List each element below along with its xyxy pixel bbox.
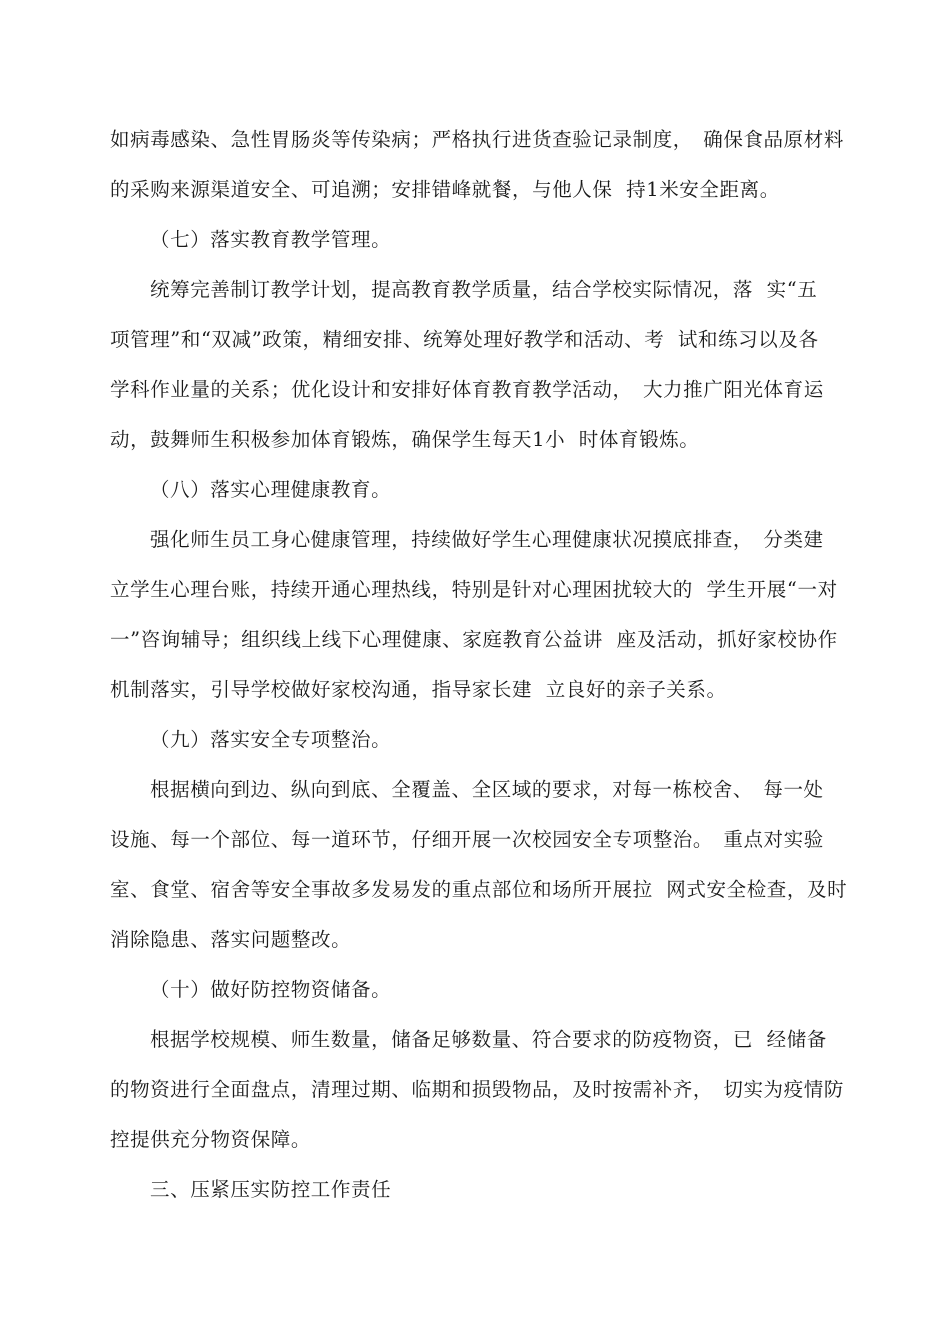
- text-line: 室、食堂、宿舍等安全事故多发易发的重点部位和场所开展拉 网式安全检查，及时: [110, 878, 848, 901]
- paragraph-first-line: 统筹完善制订教学计划，提高教育教学质量，结合学校实际情况，落 实“五: [150, 278, 818, 301]
- text-line: 机制落实，引导学校做好家校沟通，指导家长建 立良好的亲子关系。: [110, 678, 727, 701]
- text-line: 消除隐患、落实问题整改。: [110, 928, 352, 951]
- text-line: 的采购来源渠道安全、可追溯；安排错峰就餐，与他人保 持1米安全距离。: [110, 178, 780, 201]
- paragraph-first-line: 根据学校规模、师生数量，储备足够数量、符合要求的防疫物资，已 经储备: [150, 1028, 827, 1051]
- text-line: 学科作业量的关系；优化设计和安排好体育教育教学活动， 大力推广阳光体育运: [110, 378, 824, 401]
- text-line: 项管理”和“双减”政策，精细安排、统筹处理好教学和活动、考 试和练习以及各: [110, 328, 819, 351]
- text-line: 一”咨询辅导；组织线上线下心理健康、家庭教育公益讲 座及活动，抓好家校协作: [110, 628, 838, 651]
- text-line: 设施、每一个部位、每一道环节，仔细开展一次校园安全专项整治。 重点对实验: [110, 828, 824, 851]
- chapter-heading: 三、压紧压实防控工作责任: [150, 1178, 392, 1201]
- text-line: 立学生心理台账，持续开通心理热线，特别是针对心理困扰较大的 学生开展“一对: [110, 578, 838, 601]
- text-line: 动，鼓舞师生积极参加体育锻炼，确保学生每天1小 时体育锻炼。: [110, 428, 700, 451]
- paragraph-first-line: 强化师生员工身心健康管理，持续做好学生心理健康状况摸底排查， 分类建: [150, 528, 824, 551]
- paragraph-first-line: 根据横向到边、纵向到底、全覆盖、全区域的要求，对每一栋校舍、 每一处: [150, 778, 824, 801]
- section-heading: （七）落实教育教学管理。: [150, 228, 392, 251]
- section-heading: （八）落实心理健康教育。: [150, 478, 392, 501]
- section-heading: （十）做好防控物资储备。: [150, 978, 392, 1001]
- text-line: 控提供充分物资保障。: [110, 1128, 312, 1151]
- text-line: 的物资进行全面盘点，清理过期、临期和损毁物品，及时按需补齐， 切实为疫情防: [110, 1078, 844, 1101]
- section-heading: （九）落实安全专项整治。: [150, 728, 392, 751]
- text-line: 如病毒感染、急性胃肠炎等传染病；严格执行进货查验记录制度， 确保食品原材料: [110, 128, 844, 151]
